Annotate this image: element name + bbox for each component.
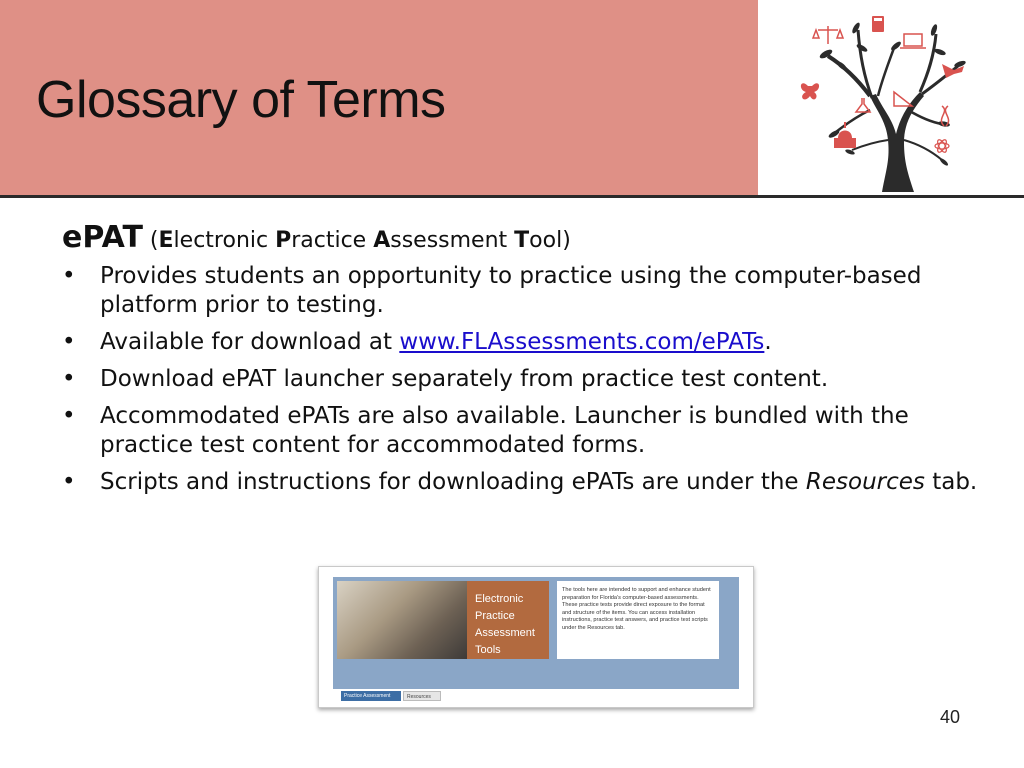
bullet-item-1 — [62, 262, 992, 320]
bullet-text-prefix: Scripts and instructions for downloading ePATs are under the — [100, 469, 806, 495]
page-number: 40 — [940, 707, 961, 727]
atom-icon — [935, 138, 949, 153]
bullet-text: Accommodated ePATs are also available. Launcher is bundled with the practice test content for accommodated forms. — [100, 403, 909, 458]
term-heading — [62, 220, 571, 255]
epat-description: The tools here are intended to support and enhance student preparation for Florida's computer-based assessments. These practice tests provide direct exposure to the format and structure of the items. You can access installation instructions, practice test answers, and practice test scripts under the Resources tab. — [557, 581, 719, 659]
bullet-text-prefix: Available for download at — [100, 329, 400, 355]
epat-website-screenshot — [318, 566, 754, 708]
tab-resources: Resources — [403, 691, 441, 701]
resources-emphasis: Resources — [805, 469, 925, 495]
tree-illustration-svg — [758, 0, 1024, 195]
bullet-list — [62, 262, 992, 505]
term-open-paren: ( — [142, 228, 159, 253]
term-word-tool: ool — [529, 228, 563, 253]
bullet-marker: • — [62, 329, 76, 355]
bullet-marker: • — [62, 366, 76, 392]
header-divider — [0, 195, 1024, 198]
bullet-item-5 — [62, 468, 992, 497]
bullet-item-3 — [62, 365, 992, 394]
term-close-paren: ) — [562, 228, 571, 253]
triangle-ruler-icon — [894, 92, 912, 106]
flassessments-link[interactable]: www.FLAssessments.com/ePATs — [399, 329, 765, 355]
students-at-computer-photo — [337, 581, 467, 659]
bullet-item-2 — [62, 328, 992, 357]
scales-icon — [813, 26, 843, 44]
butterfly-icon — [801, 83, 819, 99]
banner-line: Practice — [475, 610, 515, 622]
bullet-item-4 — [62, 402, 992, 460]
calculator-icon — [872, 16, 884, 32]
banner-line: Assessment — [475, 627, 535, 639]
bullet-marker: • — [62, 263, 76, 289]
page-title: Glossary of Terms — [36, 71, 446, 129]
bullet-marker: • — [62, 469, 76, 495]
term-initial-p: P — [275, 228, 292, 253]
title-banner — [0, 0, 758, 195]
capitol-building-icon — [834, 122, 856, 148]
term-word-practice: ractice — [291, 228, 374, 253]
term-initial-e: E — [158, 228, 174, 253]
flask-icon — [856, 98, 870, 112]
bullet-text-suffix: . — [764, 329, 772, 355]
term-word-electronic: lectronic — [173, 228, 276, 253]
bullet-text-suffix: tab. — [924, 469, 978, 495]
tree-illustration — [758, 0, 1024, 195]
term-initial-a: A — [373, 228, 391, 253]
epat-banner — [467, 581, 549, 659]
term-initial-t: T — [514, 228, 530, 253]
term-name: ePAT — [62, 220, 143, 255]
banner-line: Electronic — [475, 593, 524, 605]
laptop-icon — [900, 34, 926, 48]
bullet-text: Download ePAT launcher separately from practice test content. — [100, 366, 829, 392]
bullet-text: Provides students an opportunity to practice using the computer-based platform prior to testing. — [100, 263, 922, 318]
term-word-assessment: ssessment — [390, 228, 515, 253]
banner-line: Tools — [475, 644, 501, 656]
bullet-marker: • — [62, 403, 76, 429]
tab-practice-assessment-tools: Practice Assessment Tools — [341, 691, 401, 701]
